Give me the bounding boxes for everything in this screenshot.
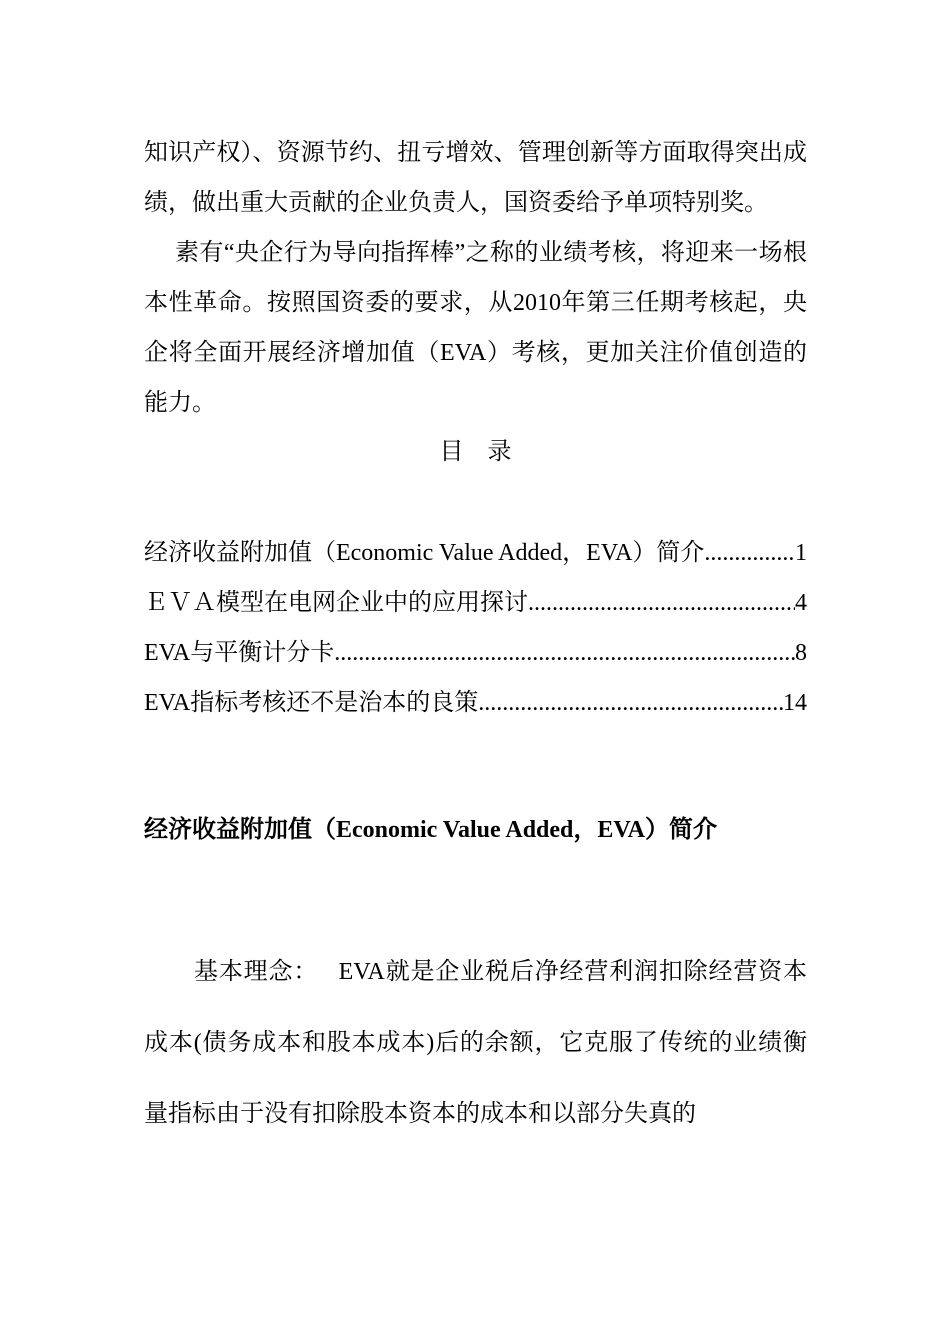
toc-item-eva-intro[interactable] [144, 528, 807, 578]
section-lead: 基本理念： [194, 959, 319, 985]
toc-page-number: 4 [795, 590, 807, 616]
toc-title: 目录 [439, 439, 536, 465]
toc-dot-leader [704, 528, 795, 578]
section-body [144, 937, 807, 1150]
page-content [144, 128, 807, 1174]
paragraph-eva-reform: 素有“央企行为导向指挥棒”之称的业绩考核，将迎来一场根本性革命。按照国资委的要求，从2010年第三任期考核起，央企将全面开展经济增加值（EVA）考核，更加关注价值创造的能力。 [144, 240, 807, 416]
toc-dot-leader [478, 678, 783, 728]
section-text: EVA就是企业税后净经营利润扣除经营资本成本(债务成本和股本成本)后的余额，它克服了传统的业绩衡量指标由于没有扣除股本资本的成本和以部分失真的 [144, 959, 808, 1127]
toc-page-number: 8 [795, 640, 807, 666]
toc-item-label: EVA指标考核还不是治本的良策 [144, 690, 479, 716]
section-heading: 经济收益附加值（Economic Value Added，EVA）简介 [144, 817, 717, 843]
toc-item-eva-assessment[interactable] [144, 678, 807, 728]
toc-item-label: EVA与平衡计分卡 [144, 640, 335, 666]
toc-item-eva-bsc[interactable] [144, 628, 807, 678]
paragraph-award: 知识产权）、资源节约、扭亏增效、管理创新等方面取得突出成绩，做出重大贡献的企业负责人，国资委给予单项特别奖。 [144, 140, 807, 216]
table-of-contents [144, 528, 807, 728]
toc-dot-leader [334, 628, 795, 678]
toc-page-number: 1 [795, 540, 807, 566]
toc-item-eva-grid-model[interactable] [144, 578, 807, 628]
toc-dot-leader [528, 578, 795, 628]
toc-page-number: 14 [783, 690, 807, 716]
toc-item-label: ＥＶＡ模型在电网企业中的应用探讨 [144, 590, 528, 616]
toc-item-label: 经济收益附加值（Economic Value Added，EVA）简介 [144, 540, 705, 566]
